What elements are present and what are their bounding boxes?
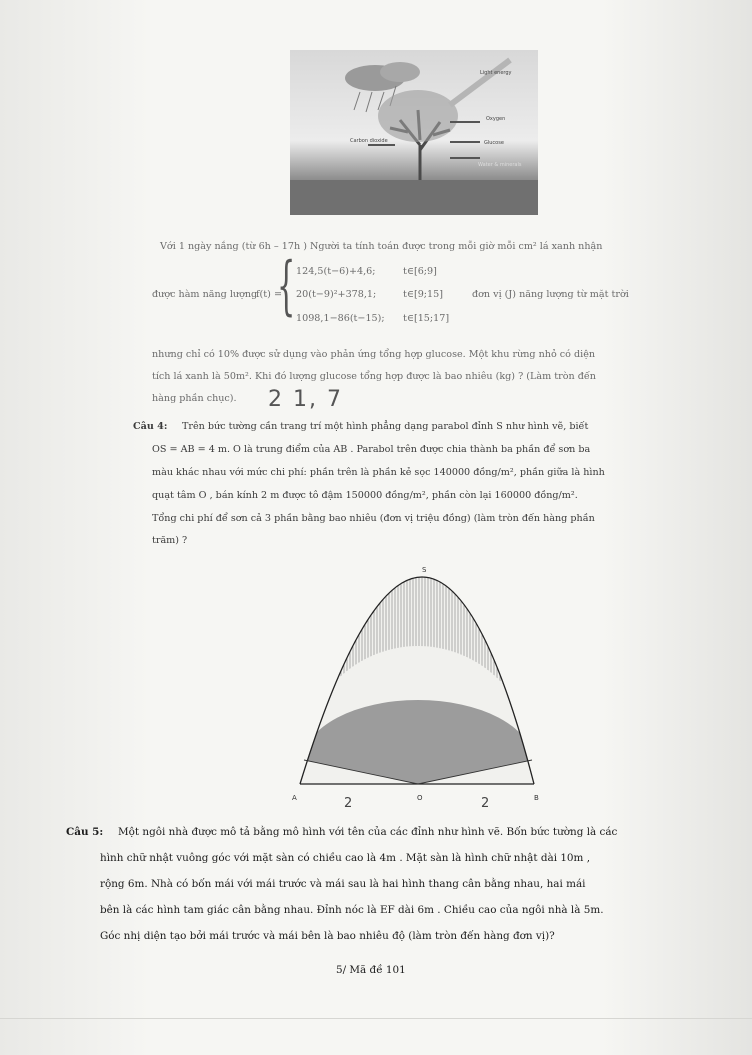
piece-2: 20(t−9)²+378,1; [296,289,377,300]
q5-line-3: rộng 6m. Nhà có bốn mái với mái trước và mái sau là hai hình thang cân bằng nhau, hai mái [100,878,586,890]
hand-mark-left: 2 [344,796,353,811]
q5-line-1: Một ngôi nhà được mô tả bằng mô hình với tên của các đỉnh như hình vẽ. Bốn bức tường là các [118,826,618,838]
photosynthesis-image [290,50,538,215]
q5-line-5: Góc nhị diện tạo bởi mái trước và mái bên là bao nhiêu độ (làm tròn đến hàng đơn vị)? [100,930,555,942]
q5-label: Câu 5: [66,826,104,838]
intro-line: Với 1 ngày nắng (từ 6h – 17h ) Người ta tính toán được trong mỗi giờ mỗi cm² lá xanh nhận [160,241,603,252]
q4-line-5: Tổng chi phí để sơn cả 3 phần bằng bao nhiêu (đơn vị triệu đồng) (làm tròn đến hàng phần [152,513,595,524]
domain-2: t∈[9;15] [403,289,443,300]
q4-line-3: màu khác nhau với mức chi phí: phần trên là phần kẻ sọc 140000 đồng/m², phần giữa là hình [152,467,605,478]
page-edge [0,1018,752,1019]
q4-line-1: Trên bức tường cần trang trí một hình phẳng dạng parabol đỉnh S như hình vẽ, biết [182,421,589,432]
function-lead: được hàm năng lượng [152,289,258,300]
q4-line-6: trăm) ? [152,535,188,546]
q4-line-4: quạt tâm O , bán kính 2 m được tô đậm 150000 đồng/m², phần còn lại 160000 đồng/m². [152,490,578,501]
light-energy-label: Light energy [480,70,512,76]
handwritten-answer: 2 1, 7 [268,387,343,412]
q5-line-2: hình chữ nhật vuông góc với mặt sàn có chiều cao là 4m . Mặt sàn là hình chữ nhật dài 10m , [100,852,590,864]
piece-3: 1098,1−86(t−15); [296,313,385,324]
label-b: B [534,794,539,802]
p1-line-2: tích lá xanh là 50m². Khi đó lượng glucose tổng hợp được là bao nhiêu (kg) ? (Làm tròn đến [152,371,596,382]
label-s: S [422,566,427,574]
water-label: Water & minerals [478,162,522,168]
glucose-label: Glucose [484,140,504,146]
p1-line-1: nhưng chỉ có 10% được sử dụng vào phản ứng tổng hợp glucose. Một khu rừng nhỏ có diện [152,349,596,360]
carbon-dioxide-label: Carbon dioxide [350,138,388,144]
domain-1: t∈[6;9] [403,266,437,277]
page-footer: 5/ Mã đề 101 [336,964,406,976]
label-o: O [417,794,423,802]
parabola-figure [280,560,550,800]
oxygen-label: Oxygen [486,116,506,122]
function-name: f(t) = [256,289,282,300]
p1-line-3: hàng phần chục). [152,393,237,404]
hand-mark-right: 2 [481,796,490,811]
q4-label: Câu 4: [133,421,168,432]
unit-tail: đơn vị (J) năng lượng từ mặt trời [472,289,629,300]
q4-line-2: OS = AB = 4 m. O là trung điểm của AB . Parabol trên được chia thành ba phần để sơn ba [152,444,591,455]
piece-1: 124,5(t−6)+4,6; [296,266,376,277]
piecewise-brace: { [277,249,296,323]
q5-line-4: bên là các hình tam giác cân bằng nhau. Đỉnh nóc là EF dài 6m . Chiều cao của ngôi nhà là 5m. [100,904,604,916]
domain-3: t∈[15;17] [403,313,450,324]
label-a: A [292,794,297,802]
